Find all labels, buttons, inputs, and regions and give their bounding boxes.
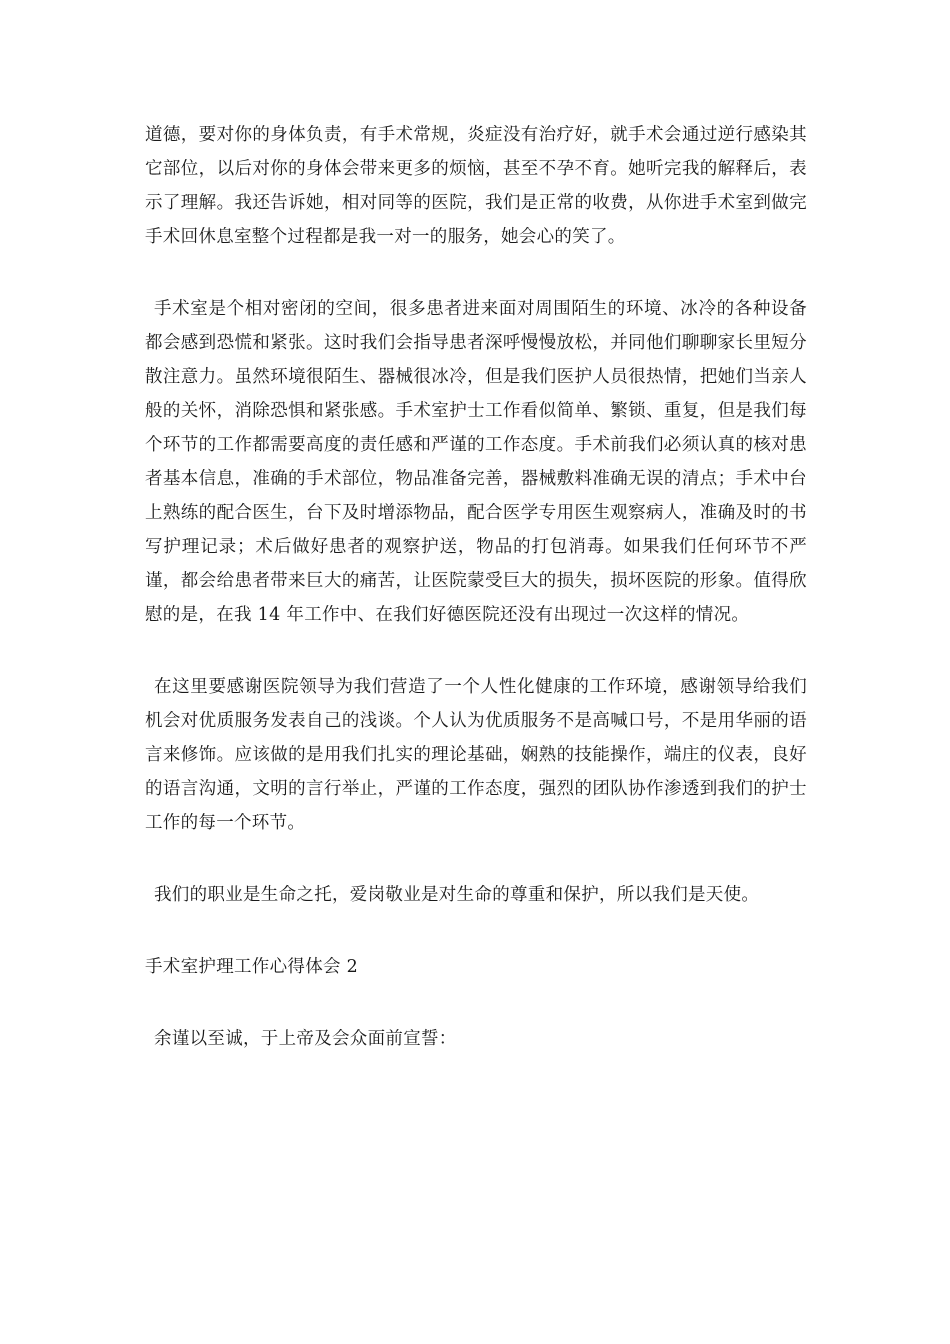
paragraph-4: 我们的职业是生命之托，爱岗敬业是对生命的尊重和保护，所以我们是天使。: [154, 885, 760, 905]
section-heading: 手术室护理工作心得体会 2: [145, 957, 359, 977]
paragraph-1: 道德，要对你的身体负责，有手术常规，炎症没有治疗好，就手术会通过逆行感染其它部位，以后对你的身体会带来更多的烦恼，甚至不孕不育。她听完我的解释后，表示了理解。我还告诉她，相对同等的医院，我们是正常的收费，从你进手术室到做完手术回休息室整个过程都是我一对一的服务，她会心的笑了。: [145, 125, 807, 247]
paragraph-3: 在这里要感谢医院领导为我们营造了一个人性化健康的工作环境，感谢领导给我们机会对优质服务发表自己的浅谈。个人认为优质服务不是高喊口号，不是用华丽的语言来修饰。应该做的是用我们扎实的理论基础，娴熟的技能操作，端庄的仪表，良好的语言沟通，文明的言行举止，严谨的工作态度，强烈的团队协作渗透到我们的护士工作的每一个环节。: [145, 677, 807, 833]
paragraph-5: 余谨以至诚，于上帝及会众面前宣誓：: [154, 1029, 457, 1049]
document-body: [145, 118, 807, 1056]
paragraph-2: 手术室是个相对密闭的空间，很多患者进来面对周围陌生的环境、冰冷的各种设备都会感到恐慌和紧张。这时我们会指导患者深呼慢慢放松，并同他们聊聊家长里短分散注意力。虽然环境很陌生、器械很冰冷，但是我们医护人员很热情，把她们当亲人般的关怀，消除恐惧和紧张感。手术室护士工作看似简单、繁锁、重复，但是我们每个环节的工作都需要高度的责任感和严谨的工作态度。手术前我们必须认真的核对患者基本信息，准确的手术部位，物品准备完善，器械敷料准确无误的清点；手术中台上熟练的配合医生，台下及时增添物品，配合医学专用医生观察病人，准确及时的书写护理记录；术后做好患者的观察护送，物品的打包消毒。如果我们任何环节不严谨，都会给患者带来巨大的痛苦，让医院蒙受巨大的损失，损坏医院的形象。值得欣慰的是，在我 14 年工作中、在我们好德医院还没有出现过一次这样的情况。: [145, 299, 807, 625]
